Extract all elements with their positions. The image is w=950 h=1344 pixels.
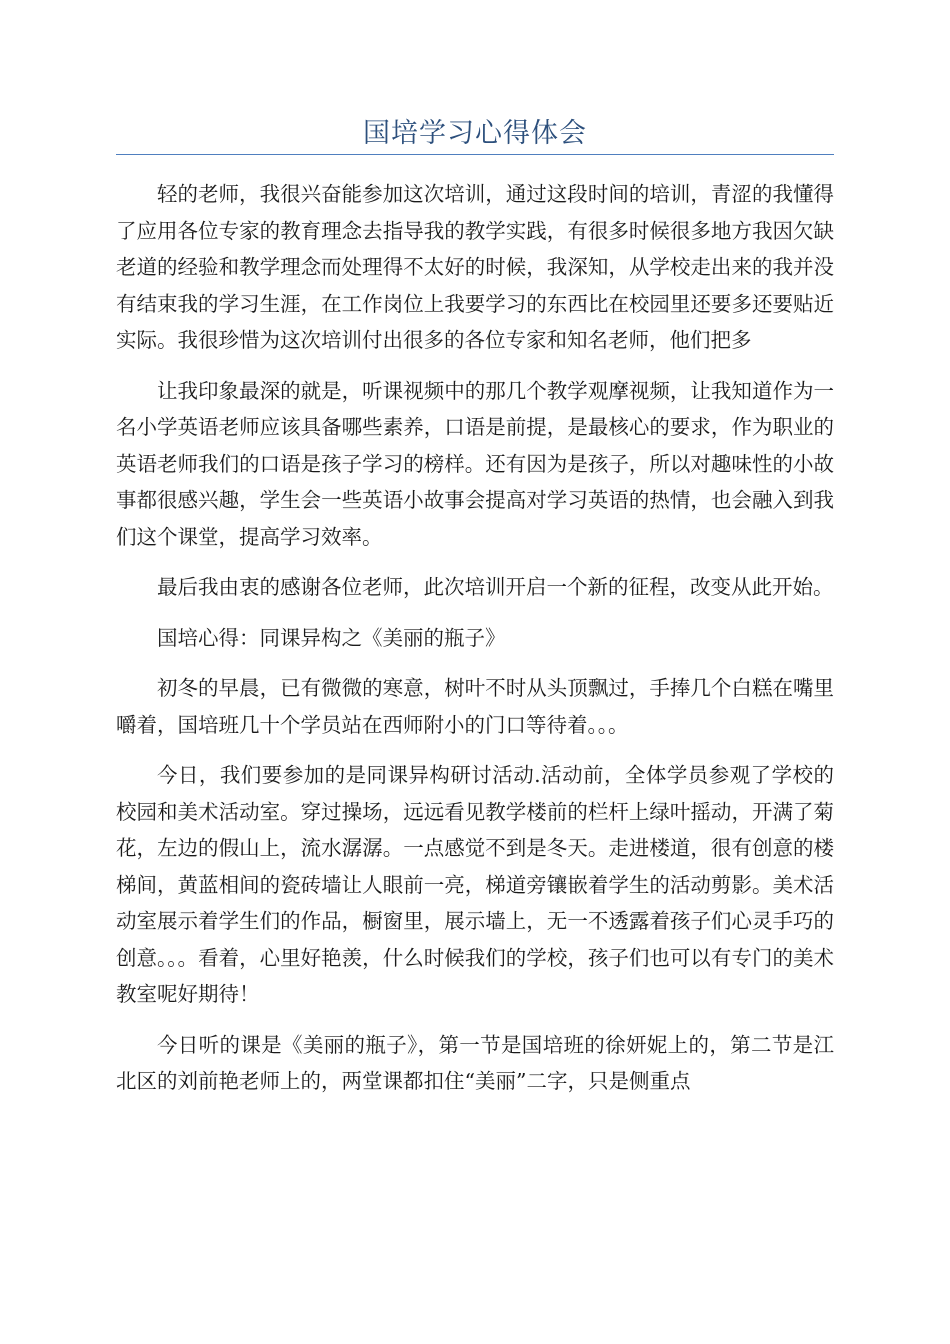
- document-title: 国培学习心得体会: [363, 118, 587, 149]
- title-underline: [116, 154, 834, 155]
- document-body: [116, 176, 834, 1114]
- paragraph-1: 轻的老师，我很兴奋能参加这次培训，通过这段时间的培训，青涩的我懂得了应用各位专家的教育理念去指导我的教学实践，有很多时候很多地方我因欠缺老道的经验和教学理念而处理得不太好的时候，我深知，从学校走出来的我并没有结束我的学习生涯，在工作岗位上我要学习的东西比在校园里还要多还要贴近实际。我很珍惜为这次培训付出很多的各位专家和知名老师，他们把多: [116, 182, 834, 352]
- paragraph-4: 初冬的早晨，已有微微的寒意，树叶不时从头顶飘过，手捧几个白糕在嘴里嚼着，国培班几十个学员站在西师附小的门口等待着。。。: [116, 676, 834, 737]
- paragraph-3: 最后我由衷的感谢各位老师，此次培训开启一个新的征程，改变从此开始。: [157, 575, 834, 599]
- paragraph-6: 今日听的课是《美丽的瓶子》，第一节是国培班的徐妍妮上的，第二节是江北区的刘前艳老师上的，两堂课都扣住“美丽”二字，只是侧重点: [116, 1032, 834, 1093]
- paragraph-2: 让我印象最深的就是，听课视频中的那几个教学观摩视频，让我知道作为一名小学英语老师应该具备哪些素养，口语是前提，是最核心的要求，作为职业的英语老师我们的口语是孩子学习的榜样。还有因为是孩子，所以对趣味性的小故事都很感兴趣，学生会一些英语小故事会提高对学习英语的热情，也会融入到我们这个课堂，提高学习效率。: [116, 378, 834, 549]
- section-heading: 国培心得：同课异构之《美丽的瓶子》: [157, 625, 506, 650]
- paragraph-5: 今日，我们要参加的是同课异构研讨活动.活动前，全体学员参观了学校的校园和美术活动室。穿过操场，远远看见教学楼前的栏杆上绿叶摇动，开满了菊花，左边的假山上，流水潺潺。一点感觉不到是冬天。走进楼道，很有创意的楼梯间，黄蓝相间的瓷砖墙让人眼前一亮，梯道旁镶嵌着学生的活动剪影。美术活动室展示着学生们的作品，橱窗里，展示墙上，无一不透露着孩子们心灵手巧的创意。。。看着，心里好艳羡，什么时候我们的学校，孩子们也可以有专门的美术教室呢好期待！: [116, 763, 834, 1006]
- document-page: [116, 0, 834, 1344]
